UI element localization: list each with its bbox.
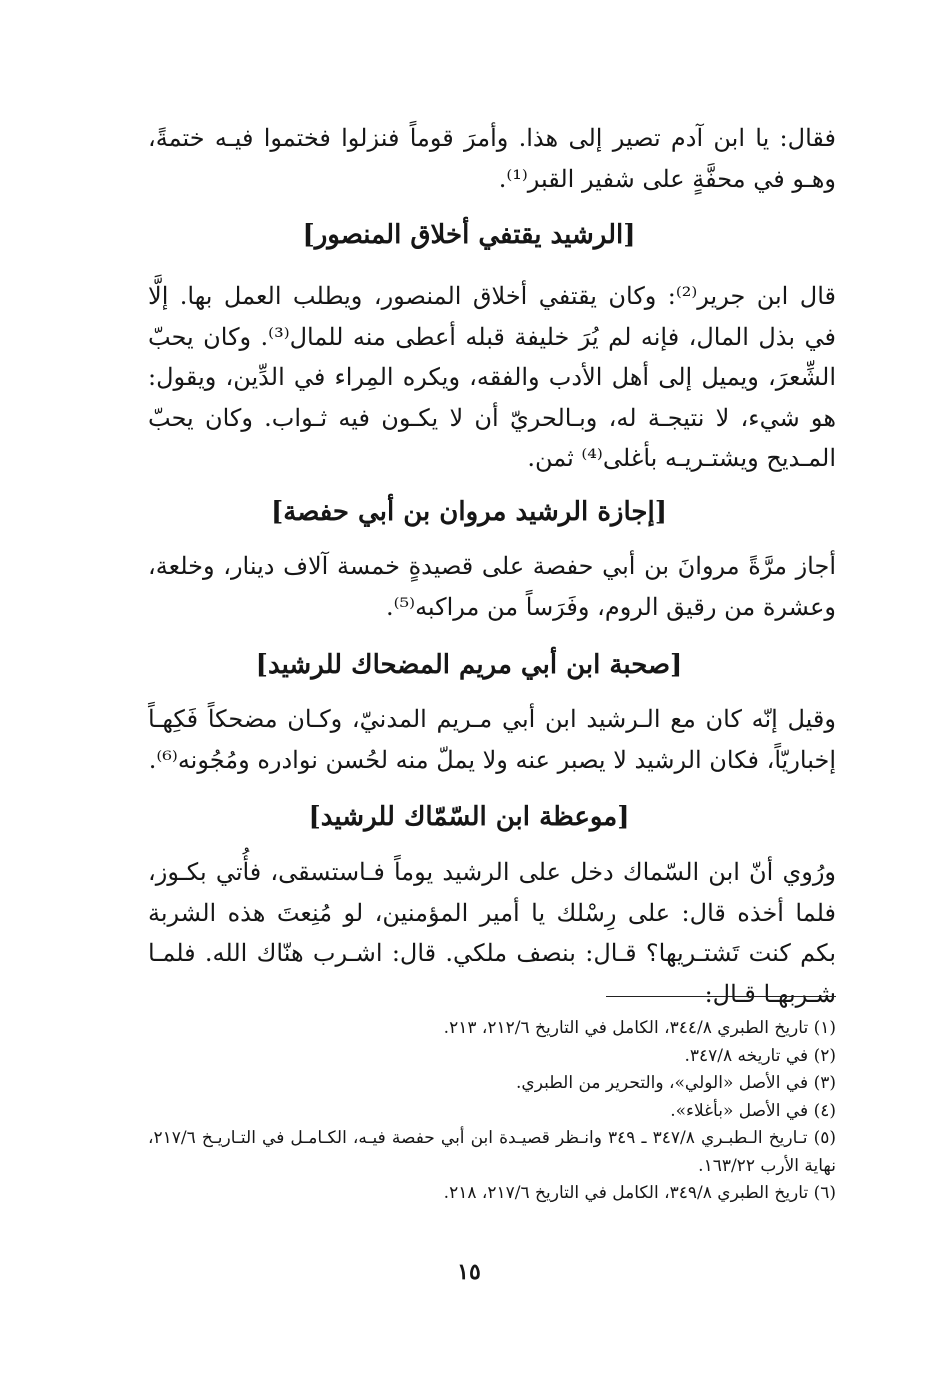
- paragraph-ibn-sammak: [148, 852, 836, 1014]
- page-number: ١٥: [457, 1259, 481, 1285]
- paragraph-text: فقال: يا ابن آدم تصير إلى هذا. وأمرَ قوماً فنزلوا فختموا فيـه ختمةً، وهـو في محفَّةٍ على شفير القبر⁽¹⁾.: [148, 124, 836, 193]
- footnote-item: (٦) تاريخ الطبري ٣٤٩/٨، الكامل في التاريخ ٢١٧/٦، ٢١٨.: [443, 1183, 836, 1203]
- footnote-item: (٢) في تاريخه ٣٤٧/٨.: [684, 1045, 836, 1066]
- paragraph-marwan: [148, 546, 836, 627]
- paragraph-text: وقيل إنّه كان مع الـرشيد ابن أبي مـريم المدنيّ، وكـان مضحكاً فَكِهـاً إخباريّاً، فكان الرشيد لا يصبر عنه ولا يملّ منه لحُسن نوادره ومُجُونه⁽⁶⁾.: [148, 705, 836, 774]
- footnote-item: (١) تاريخ الطبري ٣٤٤/٨، الكامل في التاريخ ٢١٢/٦، ٢١٣.: [443, 1018, 836, 1038]
- footnote-item: (٣) في الأصل «الولي»، والتحرير من الطبري.: [515, 1073, 836, 1093]
- paragraph-opening: [148, 118, 836, 199]
- footnote-item: (٤) في الأصل «بأغلاء».: [670, 1100, 836, 1121]
- footnotes-list: [148, 1015, 836, 1208]
- paragraph-ibn-abi-maryam: [148, 699, 836, 780]
- section-heading-ibn-abi-maryam: [صحبة ابن أبي مريم المضحاك للرشيد]: [255, 650, 683, 680]
- paragraph-mansur: [148, 276, 836, 479]
- section-heading-marwan: [إجازة الرشيد مروان بن أبي حفصة]: [270, 497, 668, 527]
- section-heading-ibn-sammak: [موعظة ابن السّمّاك للرشيد]: [308, 802, 630, 832]
- section-heading-mansur: [الرشيد يقتفي أخلاق المنصور]: [302, 220, 636, 250]
- footnote-separator: [606, 996, 836, 997]
- paragraph-text: قال ابن جرير⁽²⁾: وكان يقتفي أخلاق المنصور، ويطلب العمل بها. إلَّا في بذل المال، فإنه لم يُرَ خليفة قبله أعطى منه للمال⁽³⁾. وكان يحبّ الشِّعرَ، ويميل إلى أهل الأدب والفقه، ويكره المِراء في الدِّين، ويقول: هو شيء، لا نتيجـة له، وبـالحريّ أن لا يكـون فيه ثـواب. وكان يحبّ المـديح ويشتـريـه بأغلى⁽⁴⁾ ثمن.: [148, 282, 836, 472]
- paragraph-text: أجاز مرَّةً مروانَ بن أبي حفصة على قصيدةٍ خمسة آلاف دينار، وخلعة، وعشرة من رقيق الروم، وفَرَساً من مراكبه⁽⁵⁾.: [148, 552, 836, 621]
- footnote-item: (٥) تـاريخ الـطبـري ٣٤٧/٨ ـ ٣٤٩ وانـظر قصيـدة ابن أبي حفصة فيـه، الكـامـل في التـاريـخ ٢١٧/٦، نهاية الأرب ١٦٣/٢٢.: [148, 1128, 836, 1176]
- paragraph-text: ورُوي أنّ ابن السّماك دخل على الرشيد يوماً فـاستسقى، فأُتي بكـوز، فلما أخذه قال: على رِسْلك يا أمير المؤمنين، لو مُنِعتَ هذه الشربة بكم كنت تَشتـريها؟ قـال: بنصف ملكي. قال: اشـرب هنّاك الله. فلمـا شـربهـا قـال:: [148, 858, 836, 1008]
